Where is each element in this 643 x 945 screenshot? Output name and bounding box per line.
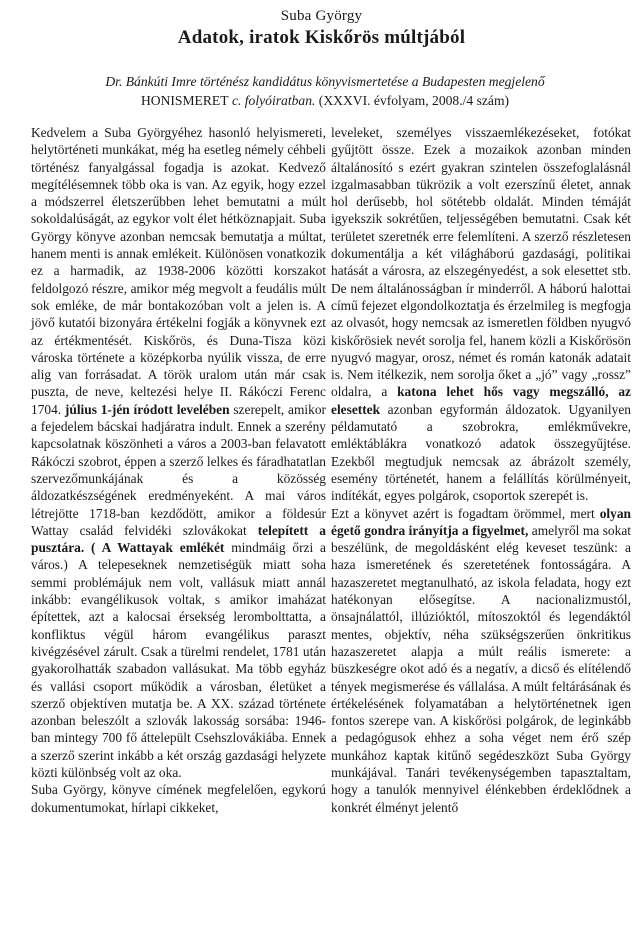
right-p1-text-b: azonban egyformán áldozatok. Ugyanilyen példamutató a szobrokra, emlékművekre, emléktáblákra vonatkozó adatok összegyűjtése. Ezekből megtudjuk nemcsak az ábrázolt személy, esemény történetét, hanem a felállítás körülményeit, indítékát, egyes polgárok, csoportok szerepét is. [331, 401, 631, 504]
right-p1-bold: katona lehet hős vagy megszálló, az elesettek [331, 384, 631, 417]
right-text-column [331, 124, 631, 816]
subtitle-italic-part-2: c. folyóiratban. [228, 93, 316, 108]
right-p2-text-a: Ezt a könyvet azért is fogadtam örömmel, mert [331, 505, 600, 521]
right-p2-bold: olyan égető gondra irányítja a figyelmet, [331, 505, 631, 538]
article-title: Adatok, iratok Kiskőrös múltjából [177, 27, 466, 48]
left-p1-bold-b: telepített a pusztára. ( A Wattayak emlékét [31, 522, 326, 556]
left-paragraph-2: Suba György, könyve címének megfelelően, egykorú dokumentumokat, hírlapi cikkeket, [31, 782, 326, 815]
left-p1-bold-a: július 1-jén íródott levelében [64, 401, 230, 417]
author-name: Suba György [280, 8, 363, 24]
left-text-column [31, 124, 326, 816]
right-p1-text-a: leveleket, személyes visszaemlékezéseket, fotókat gyűjtött össze. Ezek a mozaikok azonban minden általánosító s ezért gyakran szintelen összefoglalásnál izgalmasabban tükrözik a volt ezerszínű életet, annak hol derűsebb, hol sötétebb oldalát. Minden témáját igyekszik sokrétűen, teljességében bemutatni. Csak két területet szeretnék erre felemlíteni. A szerző részletesen dokumentálja a két világháború gazdasági, politikai hatását a városra, az elszegényedést, a sok elesettet stb. De nem általánosságban ír minderről. A háború halottai című fejezet elgondolkoztatja és érzelmileg is megfogja az olvasót, hogy nemcsak az ismeretlen földben nyugvó kiskőrösiek nevét sorolja fel, hanem közli a Kiskőrösön nyugvó magyar, orosz, német és román katonák adatait is. Nem itélkezik, nem sorolja őket a „jó” vagy „rossz” oldalra, a [331, 125, 631, 400]
subtitle-italic-part-1: Dr. Bánkúti Imre történész kandidátus könyvismertetése a Budapesten megjelenő [105, 74, 545, 89]
subtitle-journal-name: HONISMERET [140, 93, 229, 108]
right-paragraph-2 [331, 505, 631, 816]
left-p1-text-c: mindmáig őrzi a város.) A telepeseknek nemzetiségük miatt soha semmi problémájuk nem volt, vallásuk miatt annál inkább: evangélikusok voltak, s amikor imaházat építettek, azt a kalocsai érsekség lerombolttatta, a konfliktus végül három evangélikus paraszt kivégzésével zárult. Csak a türelmi rendelet, 1781 után gyakorolhatták szabadon vallásukat. Ma több egyház és vallási csoport működik a városban, életüket a szerző objektíven mutatja be. A XX. század története azonban beleszólt a szlovák lakosság sorsába: 1946-ban mintegy 700 fő áttelepült Csehszlovákiába. Ennek a szerző szerint inkább a két ország gazdasági helyzete közti különbség volt az oka. [31, 540, 326, 780]
left-p1-text-a: Kedvelem a Suba Györgyéhez hasonló helyismereti, helytörténeti munkákat, még ha esetleg némely céhbeli történész fanyalgással fogadja is azokat. Kedvező megítélésemnek több oka is van. Az egyik, hogy ezzel a módszerrel életszerűbben lehet bemutatni a múlt sokoldalúságát, az egykor volt élet hétköznapjait. Suba György könyve azonban nemcsak bemutatja a múltat, hanem menti is annak emlékeit. Különösen vonatkozik ez a harmadik, az 1938-2006 közötti korszakot feldolgozó részre, amikor még megvolt a feudális múlt sok emléke, de már bontakozóban volt a jelen is. A jövő kutatói bizonyára értékelni fogják a könyvnek ezt az értékmentését. Kiskőrös, és Duna-Tisza közi városka története a középkorba nyúlik vissza, de erre alig van forrásadat. A török uralom után már csak puszta, de neve, keltezési helye II. Rákóczi Ferenc 1704. [31, 125, 326, 417]
article-subtitle [40, 72, 610, 110]
left-paragraph-1 [31, 124, 326, 781]
right-p2-text-b: amelyről ma sokat beszélünk, de megoldásként elég keveset teszünk: a haza ismeretének és szeretetének fontosságára. A hazaszeretet megtanulható, az iskola feladata, hogy ezt hatékonyan elősegítse. A nacionalizmustól, önsajnálattól, illúzióktól, mítoszoktól és legendáktól mentes, objektív, néha szükségszerűen önkritikus hazaszeretet alapja a múlt reális ismerete: a büszkeségre okot adó és a negatív, a dicső és elítélendő tények megismerése és vállalása. A múlt feltárásának és értékelésének folyamatában a helytörténetnek igen fontos szerepe van. A kiskőrösi polgárok, de leginkább a pedagógusok ehhez a soha véget nem érő szép munkához kaptak kitűnő segédeszközt Suba György munkájával. Tanári tevékenységemben tapasztaltam, hogy a tanulók mennyivel élénkebben érdeklődnek a konkrét élményt jelentő [331, 522, 631, 815]
left-p1-text-b: szerepelt, amikor a fejedelem bácskai hadjáratra indult. Ennek a szerény kapcsolatnak köszönheti a város a 2003-ban felavatott Rákóczi szobrot, éppen a szerző lelkes és fáradhatatlan szervezőmunkájának és a közösség áldozatkészségének eredményeként. A mai város létrejötte 1718-ban kezdődött, amikor a földesúr Wattay család felvidéki szlovákokat [31, 401, 326, 538]
subtitle-volume: (XXXVI. évfolyam, 2008./4 szám) [315, 93, 510, 108]
right-paragraph-1 [331, 124, 631, 505]
